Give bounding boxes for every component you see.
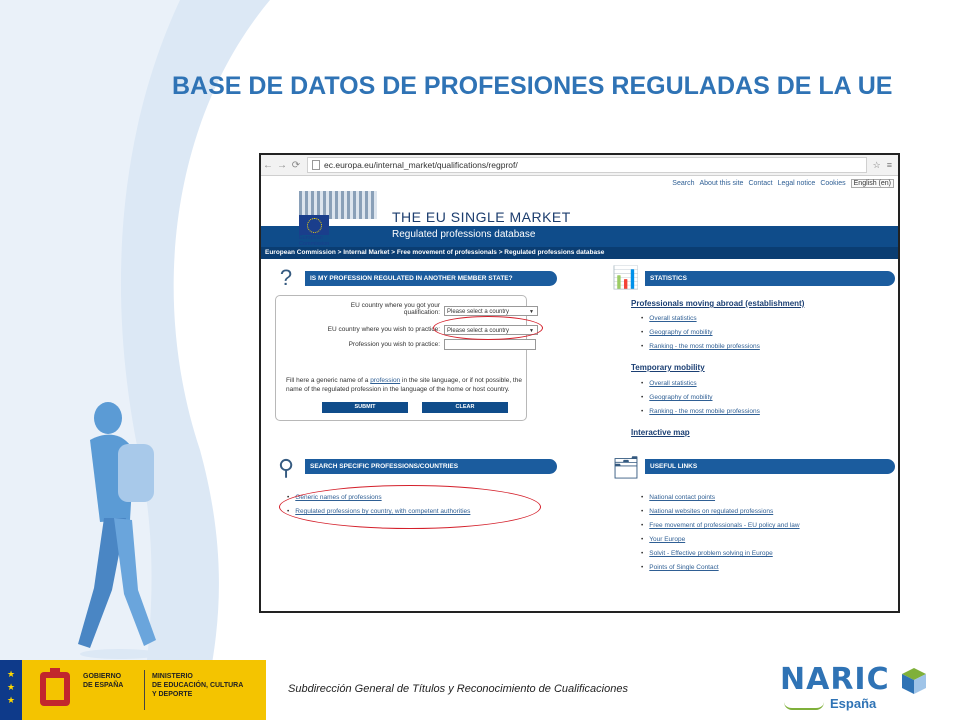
eu-stars-icon: ★ ★ ★ (0, 660, 22, 720)
site-subtitle: Regulated professions database (392, 229, 536, 240)
chevron-down-icon: ▼ (529, 309, 534, 315)
link-overall-statistics[interactable]: • Overall statistics (641, 312, 760, 326)
form-section-header: IS MY PROFESSION REGULATED IN ANOTHER MEMBER STATE? (305, 271, 557, 286)
page-icon (312, 160, 320, 170)
menu-icon[interactable]: ≡ (886, 160, 892, 170)
statistics-section-header: STATISTICS (645, 271, 895, 286)
link-professions-by-country[interactable]: • Regulated professions by country, with competent authorities (287, 505, 470, 519)
stats-establishment-title[interactable]: Professionals moving abroad (establishment) (631, 299, 805, 308)
highlight-ellipse-country-select (433, 316, 543, 340)
label-profession: Profession you wish to practice: (348, 341, 440, 348)
browser-screenshot (259, 153, 900, 613)
question-person-icon: ? (279, 265, 293, 290)
link-solvit[interactable]: • Solvit - Effective problem solving in Europe (641, 547, 800, 561)
reload-icon[interactable]: ⟳ (291, 159, 301, 171)
ministerio-text: MINISTERIO DE EDUCACIÓN, CULTURA Y DEPORTE (152, 673, 244, 698)
language-select[interactable]: English (en) (851, 179, 894, 188)
link-ranking-mobile[interactable]: • Ranking - the most mobile professions (641, 405, 760, 419)
search-magnifier-icon: ⚲ (277, 455, 295, 480)
link-ranking-mobile[interactable]: • Ranking - the most mobile professions (641, 340, 760, 354)
profession-input[interactable] (444, 339, 536, 350)
walking-student-figure (60, 400, 180, 660)
naric-cube-icon (902, 668, 926, 694)
top-link-legal[interactable]: Legal notice (777, 179, 816, 187)
statistics-chart-icon: 📊 (612, 265, 640, 290)
top-links (261, 177, 898, 189)
highlight-ellipse-search-links (279, 485, 541, 529)
ec-logo[interactable] (299, 191, 377, 245)
top-link-contact[interactable]: Contact (748, 179, 773, 187)
chevron-down-icon: ▼ (529, 328, 534, 334)
label-country-got: EU country where you got your qualification: (350, 302, 440, 316)
breadcrumb[interactable]: European Commission > Internal Market > Free movement of professionals > Regulated professions database (261, 247, 898, 259)
url-field[interactable] (307, 157, 867, 173)
top-link-about[interactable]: About this site (699, 179, 744, 187)
site-header (261, 189, 898, 247)
link-your-europe[interactable]: • Your Europe (641, 533, 800, 547)
naric-logo (780, 662, 930, 717)
main-content (261, 259, 898, 599)
stats-temporary-list (641, 377, 760, 419)
link-free-movement[interactable]: • Free movement of professionals - EU policy and law (641, 519, 800, 533)
stats-establishment-list (641, 312, 760, 354)
naric-country: España (830, 696, 877, 711)
eu-flag-icon (299, 215, 329, 235)
back-icon[interactable]: ← (263, 159, 273, 171)
link-geography-mobility[interactable]: • Geography of mobility (641, 391, 760, 405)
stats-temporary-title[interactable]: Temporary mobility (631, 363, 705, 372)
naric-wordmark: NARIC (780, 662, 890, 697)
gobierno-text: GOBIERNO DE ESPAÑA (83, 673, 124, 689)
footer-subdirection-text: Subdirección General de Títulos y Reconocimiento de Cualificaciones (288, 683, 628, 695)
naric-swoosh (784, 702, 824, 710)
link-national-websites[interactable]: • National websites on regulated professions (641, 505, 800, 519)
label-country-practice: EU country where you wish to practice: (327, 326, 440, 333)
profession-link[interactable]: profession (370, 377, 401, 384)
url-text: ec.europa.eu/internal_market/qualifications/regprof/ (324, 160, 518, 170)
profession-search-form (275, 295, 534, 421)
ec-logo-text: European Commission (299, 235, 330, 247)
link-overall-statistics[interactable]: • Overall statistics (641, 377, 760, 391)
link-generic-names[interactable]: • Generic names of professions (287, 491, 470, 505)
address-bar (261, 155, 898, 176)
link-geography-mobility[interactable]: • Geography of mobility (641, 326, 760, 340)
clear-button[interactable]: CLEAR (422, 402, 508, 413)
top-link-cookies[interactable]: Cookies (820, 179, 846, 187)
slide-title: BASE DE DATOS DE PROFESIONES REGULADAS DE LA UE (172, 72, 893, 100)
useful-links-list (641, 491, 800, 575)
gobierno-espana-logo (0, 660, 266, 720)
form-help-text: Fill here a generic name of a profession in the site language, or if not possible, the name of the regulated profession in the language of the home or host country. (286, 377, 522, 393)
search-section-header: SEARCH SPECIFIC PROFESSIONS/COUNTRIES (305, 459, 557, 474)
forward-icon[interactable]: → (277, 159, 287, 171)
star-icon[interactable]: ☆ (872, 159, 881, 170)
useful-links-section-header: USEFUL LINKS (645, 459, 895, 474)
useful-links-icon: 🗂 (612, 455, 640, 480)
site-title: THE EU SINGLE MARKET (392, 209, 571, 225)
submit-button[interactable]: SUBMIT (322, 402, 408, 413)
link-points-single-contact[interactable]: • Points of Single Contact (641, 561, 800, 575)
coat-of-arms-icon (36, 668, 74, 712)
interactive-map-link[interactable]: Interactive map (631, 428, 690, 437)
country-practice-select[interactable]: Please select a country ▼ (444, 325, 538, 335)
country-got-select[interactable]: Please select a country ▼ (444, 306, 538, 316)
top-link-search[interactable]: Search (672, 179, 695, 187)
logo-divider (144, 670, 145, 710)
link-national-contact-points[interactable]: • National contact points (641, 491, 800, 505)
